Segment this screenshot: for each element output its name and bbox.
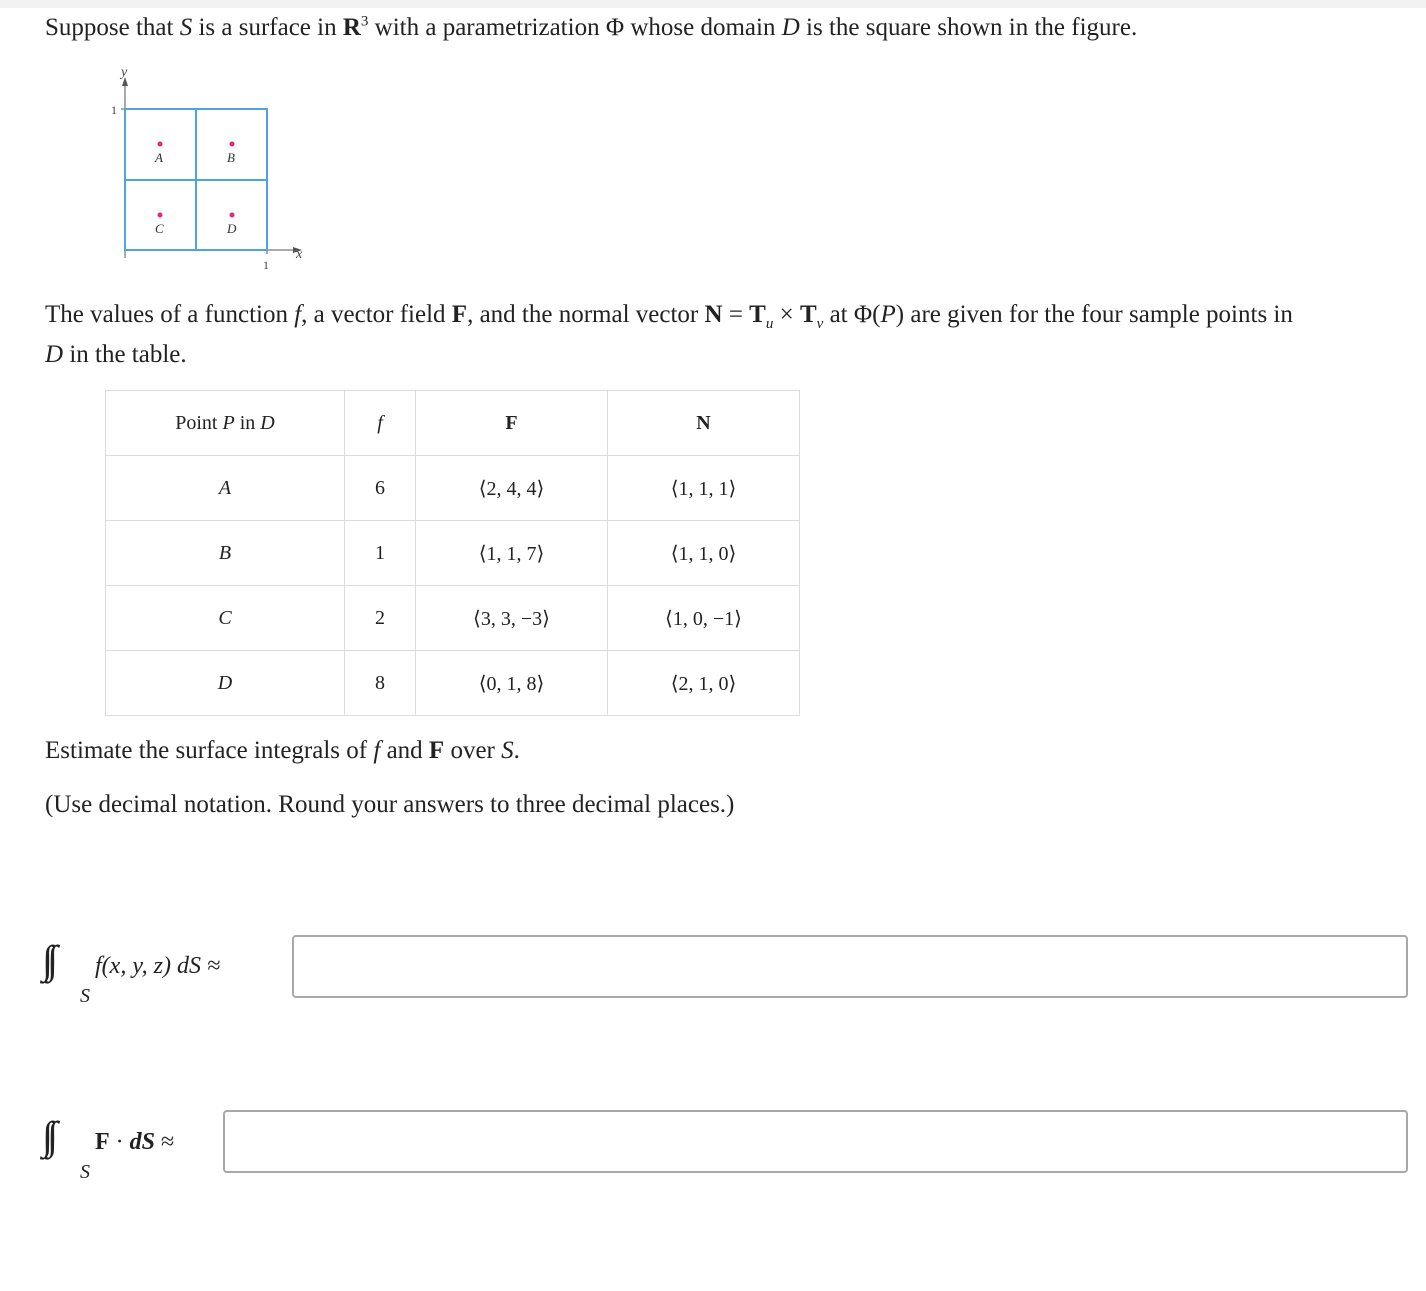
cell-N: ⟨2, 1, 0⟩: [608, 651, 800, 716]
cell-point: D: [106, 651, 345, 716]
cell-F: ⟨1, 1, 7⟩: [416, 521, 608, 586]
cell-f: 1: [345, 521, 416, 586]
description-line-2: D in the table.: [45, 341, 187, 368]
cell-point: C: [106, 586, 345, 651]
table-row: [106, 651, 800, 716]
header-f: f: [345, 391, 416, 456]
top-strip: [0, 0, 1426, 8]
integral-sub-s-2: S: [80, 1161, 90, 1183]
point-a-dot: [158, 142, 163, 147]
cell-F: ⟨2, 4, 4⟩: [416, 456, 608, 521]
cell-f: 6: [345, 456, 416, 521]
flux-integral-F-input[interactable]: [223, 1110, 1408, 1173]
point-c-dot: [158, 213, 163, 218]
x-tick-1: 1: [263, 258, 269, 272]
cell-f: 8: [345, 651, 416, 716]
y-axis-label: y: [121, 65, 128, 80]
cell-N: ⟨1, 1, 0⟩: [608, 521, 800, 586]
surface-integral-f-input[interactable]: [292, 935, 1408, 998]
header-N: N: [608, 391, 800, 456]
cell-F: ⟨0, 1, 8⟩: [416, 651, 608, 716]
cell-f: 2: [345, 586, 416, 651]
header-F: F: [416, 391, 608, 456]
point-b-dot: [230, 142, 235, 147]
answer-1-label: f(x, y, z) dS ≈: [95, 953, 221, 979]
point-a-label: A: [155, 150, 163, 165]
point-d-label: D: [227, 221, 237, 236]
description-line-1: The values of a function f, a vector field F, and the normal vector $N = T_u \times T_v$ at Φ(P) are given for the four sample points in: [45, 301, 1293, 332]
table-row: [106, 456, 800, 521]
point-b-label: B: [227, 150, 235, 165]
cell-N: ⟨1, 0, −1⟩: [608, 586, 800, 651]
table-row: [106, 586, 800, 651]
table-header-row: [106, 391, 800, 456]
cell-point: B: [106, 521, 345, 586]
header-point: Point P in D: [106, 391, 345, 456]
intro-text: Suppose that S is a surface in $R^3$ with a parametrization Φ whose domain D is the square shown in the figure.: [45, 13, 1138, 41]
cell-F: ⟨3, 3, −3⟩: [416, 586, 608, 651]
instruction-text: (Use decimal notation. Round your answers to three decimal places.): [45, 791, 735, 818]
integral-sub-s-1: S: [80, 985, 90, 1007]
x-axis-label: x: [296, 247, 303, 262]
answer-2-label: F · dS ≈: [95, 1129, 175, 1155]
cell-point: A: [106, 456, 345, 521]
cell-N: ⟨1, 1, 1⟩: [608, 456, 800, 521]
values-table: [105, 390, 800, 716]
domain-square-diagram: [100, 62, 330, 280]
table-row: [106, 521, 800, 586]
y-tick-1: 1: [111, 103, 117, 117]
estimate-text: Estimate the surface integrals of f and F over S.: [45, 737, 520, 764]
domain-figure: [100, 62, 330, 280]
point-c-label: C: [155, 221, 164, 236]
point-d-dot: [230, 213, 235, 218]
